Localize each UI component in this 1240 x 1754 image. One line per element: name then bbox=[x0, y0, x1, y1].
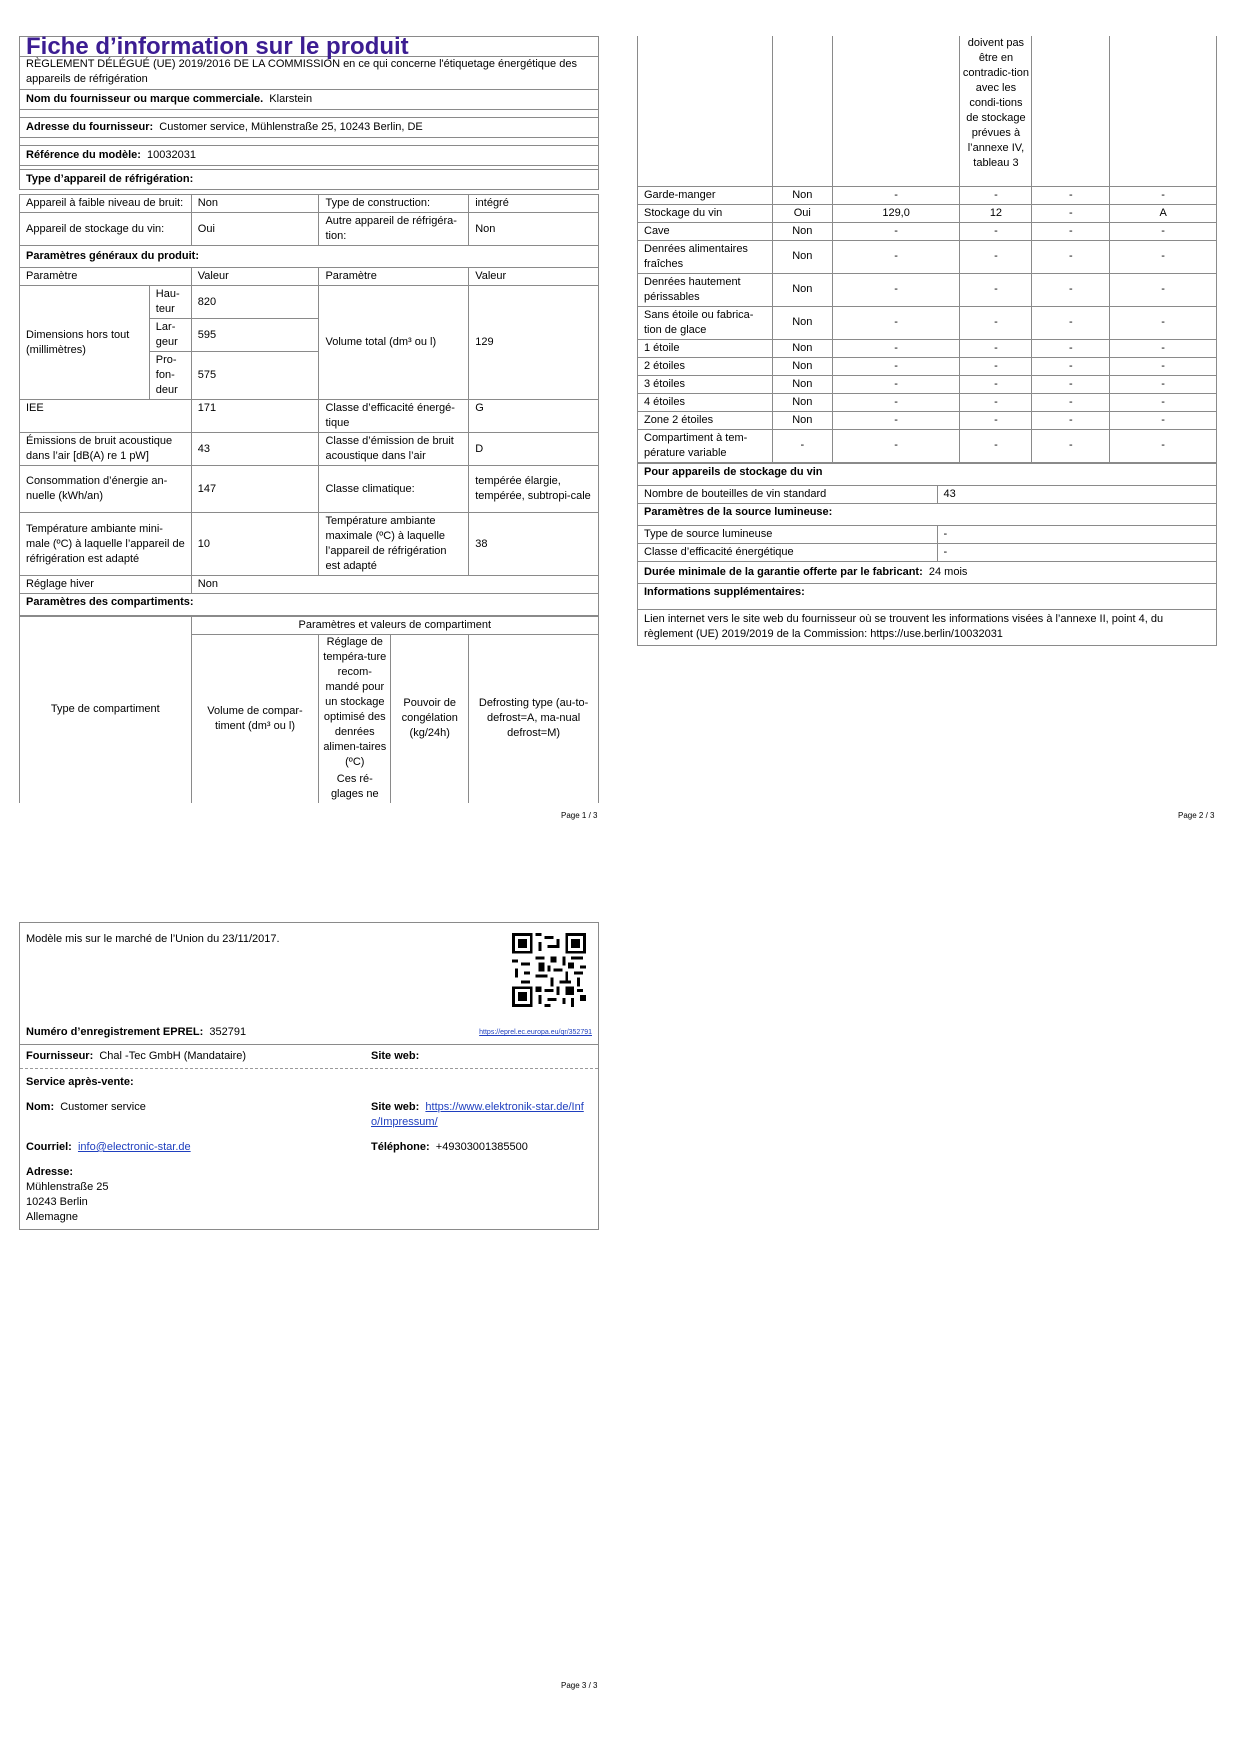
compartment-present: Non bbox=[772, 357, 832, 375]
compartment-defrost: - bbox=[1110, 186, 1217, 204]
compartment-name: Compartiment à tem-pérature variable bbox=[638, 429, 773, 462]
compartment-row bbox=[638, 393, 1217, 411]
wine-header: Pour appareils de stockage du vin bbox=[638, 463, 1217, 485]
compartment-temp: 12 bbox=[960, 204, 1032, 222]
compartment-name: 1 étoile bbox=[638, 339, 773, 357]
bottles-value: 43 bbox=[937, 485, 1216, 503]
service-header-row bbox=[20, 1069, 598, 1094]
compartment-freeze: - bbox=[1032, 186, 1110, 204]
compartment-volume: - bbox=[832, 375, 960, 393]
service-header: Service après-vente: bbox=[26, 1076, 134, 1088]
volume-label: Volume total (dm³ ou l) bbox=[319, 286, 469, 400]
compartment-present: Non bbox=[772, 273, 832, 306]
iee-label: IEE bbox=[20, 400, 192, 433]
p3-addr-line-1: Mühlenstraße 25 bbox=[26, 1181, 109, 1193]
compartment-present: Non bbox=[772, 306, 832, 339]
eprel-row bbox=[20, 1021, 598, 1045]
wine-table bbox=[637, 463, 1217, 646]
mail-row bbox=[20, 1134, 598, 1159]
page-number-1: Page 1 / 3 bbox=[561, 811, 598, 820]
compartment-freeze: - bbox=[1032, 306, 1110, 339]
market-row bbox=[20, 923, 598, 1021]
dims-label: Dimensions hors tout (millimètres) bbox=[20, 286, 150, 400]
p3-mail-label: Courriel: bbox=[26, 1141, 72, 1153]
tmax-label: Température ambiante maximale (ºC) à laquelle l’appareil de réfrigération est adapté bbox=[319, 513, 469, 576]
col-value-2: Valeur bbox=[469, 268, 599, 286]
service-name-row bbox=[20, 1094, 598, 1134]
compartment-temp: - bbox=[960, 273, 1032, 306]
comp-type-header: Type de compartiment bbox=[20, 617, 192, 803]
compartment-row bbox=[638, 375, 1217, 393]
p3-phone-label: Téléphone: bbox=[371, 1141, 430, 1153]
compartment-volume: - bbox=[832, 393, 960, 411]
p3-site2-link[interactable]: https://www.elektronik-star.de/Info/Impressum/ bbox=[371, 1101, 584, 1128]
compartment-name: Garde-manger bbox=[638, 186, 773, 204]
climate-label: Classe climatique: bbox=[319, 466, 469, 513]
p3-addr-line-3: Allemagne bbox=[26, 1211, 78, 1223]
compartment-volume: - bbox=[832, 240, 960, 273]
comp-temp-note-cont: doivent pas être en contradic-tion avec les condi-tions de stockage prévues à l’annexe IV, tableau 3 bbox=[960, 36, 1032, 186]
compartment-volume: - bbox=[832, 411, 960, 429]
compartment-defrost: - bbox=[1110, 429, 1217, 462]
compartment-header-table bbox=[19, 616, 599, 803]
compartment-defrost: - bbox=[1110, 411, 1217, 429]
eprel-value: 352791 bbox=[209, 1026, 247, 1038]
page-2 bbox=[637, 36, 1217, 646]
compartment-present: Non bbox=[772, 240, 832, 273]
noise-class-value: D bbox=[469, 433, 599, 466]
compartment-row bbox=[638, 411, 1217, 429]
compartment-name: Cave bbox=[638, 222, 773, 240]
compartment-name: 3 étoiles bbox=[638, 375, 773, 393]
page-title: Fiche d’information sur le produit bbox=[20, 37, 598, 57]
tmax-value: 38 bbox=[469, 513, 599, 576]
qr-code-icon bbox=[512, 933, 586, 1007]
compartment-volume: - bbox=[832, 429, 960, 462]
compartment-temp: - bbox=[960, 339, 1032, 357]
supplier-row-3 bbox=[20, 1045, 598, 1069]
compartment-temp: - bbox=[960, 375, 1032, 393]
width-label: Lar-geur bbox=[149, 319, 191, 352]
compartment-volume: - bbox=[832, 222, 960, 240]
compartment-row bbox=[638, 339, 1217, 357]
construction-value: intégré bbox=[469, 195, 599, 213]
volume-value: 129 bbox=[469, 286, 599, 400]
model-value: 10032031 bbox=[147, 149, 196, 161]
compartment-volume: - bbox=[832, 306, 960, 339]
warranty-row bbox=[638, 561, 1217, 583]
comp-temp-header bbox=[319, 635, 391, 803]
p3-site-label: Site web: bbox=[371, 1050, 420, 1062]
compartment-defrost: - bbox=[1110, 273, 1217, 306]
compartment-name: Denrées alimentaires fraîches bbox=[638, 240, 773, 273]
compartment-defrost: A bbox=[1110, 204, 1217, 222]
page-number-2: Page 2 / 3 bbox=[1178, 811, 1215, 820]
compartment-freeze: - bbox=[1032, 339, 1110, 357]
compartment-present: Non bbox=[772, 339, 832, 357]
compartment-name: Sans étoile ou fabrica-tion de glace bbox=[638, 306, 773, 339]
construction-label: Type de construction: bbox=[319, 195, 469, 213]
p3-name-label: Nom: bbox=[26, 1101, 55, 1113]
compartment-present: Non bbox=[772, 222, 832, 240]
address-value: Customer service, Mühlenstraße 25, 10243 Berlin, DE bbox=[159, 121, 423, 133]
compartment-temp: - bbox=[960, 186, 1032, 204]
info-header: Informations supplémentaires: bbox=[638, 583, 1217, 609]
compartment-temp: - bbox=[960, 306, 1032, 339]
tmin-value: 10 bbox=[191, 513, 319, 576]
p3-supplier-label: Fournisseur: bbox=[26, 1050, 94, 1062]
compartment-row bbox=[638, 306, 1217, 339]
market-text: Modèle mis sur le marché de l’Union du 23/11/2017. bbox=[26, 933, 280, 945]
compartment-volume: - bbox=[832, 273, 960, 306]
compartment-defrost: - bbox=[1110, 393, 1217, 411]
model-row bbox=[20, 145, 598, 166]
compartment-temp: - bbox=[960, 240, 1032, 273]
comp-freeze-header: Pouvoir de congélation (kg/24h) bbox=[391, 635, 469, 803]
compartment-name: Denrées hautement périssables bbox=[638, 273, 773, 306]
p3-phone-value: +49303001385500 bbox=[435, 1141, 528, 1153]
compartment-freeze: - bbox=[1032, 357, 1110, 375]
iee-value: 171 bbox=[191, 400, 319, 433]
compartment-freeze: - bbox=[1032, 204, 1110, 222]
p3-addr-line-2: 10243 Berlin bbox=[26, 1196, 88, 1208]
compartment-volume: - bbox=[832, 186, 960, 204]
compartment-name: Stockage du vin bbox=[638, 204, 773, 222]
climate-value: tempérée élargie, tempérée, subtropi-cale bbox=[469, 466, 599, 513]
compartment-name: 2 étoiles bbox=[638, 357, 773, 375]
compartment-present: Non bbox=[772, 393, 832, 411]
p3-name-value: Customer service bbox=[60, 1101, 146, 1113]
col-param-2: Paramètre bbox=[319, 268, 469, 286]
compartment-temp: - bbox=[960, 411, 1032, 429]
p3-supplier-value: Chal -Tec GmbH (Mandataire) bbox=[99, 1050, 247, 1062]
compartment-freeze: - bbox=[1032, 222, 1110, 240]
light-header: Paramètres de la source lumineuse: bbox=[638, 503, 1217, 525]
compartment-defrost: - bbox=[1110, 357, 1217, 375]
compartment-defrost: - bbox=[1110, 306, 1217, 339]
compartment-temp: - bbox=[960, 393, 1032, 411]
p3-mail-link[interactable]: info@electronic-star.de bbox=[77, 1141, 191, 1153]
type-header: Type d’appareil de réfrigération: bbox=[20, 169, 598, 190]
compartment-temp: - bbox=[960, 357, 1032, 375]
compartment-volume: - bbox=[832, 339, 960, 357]
compartment-present: Non bbox=[772, 186, 832, 204]
compartment-defrost: - bbox=[1110, 339, 1217, 357]
comp-values-header: Paramètres et valeurs de compartiment bbox=[191, 617, 598, 635]
col-param-1: Paramètre bbox=[20, 268, 192, 286]
compartment-name: 4 étoiles bbox=[638, 393, 773, 411]
light-class-value: - bbox=[937, 543, 1216, 561]
comp-temp-note: Ces ré-glages ne bbox=[330, 773, 379, 800]
light-type-value: - bbox=[937, 525, 1216, 543]
address-label: Adresse du fournisseur: bbox=[26, 121, 154, 133]
address-row bbox=[20, 117, 598, 138]
light-class-label: Classe d’efficacité énergétique bbox=[638, 543, 938, 561]
compartment-temp: - bbox=[960, 429, 1032, 462]
noise-label: Émissions de bruit acoustique dans l’air [dB(A) re 1 pW] bbox=[20, 433, 192, 466]
compartment-defrost: - bbox=[1110, 240, 1217, 273]
low-noise-label: Appareil à faible niveau de bruit: bbox=[20, 195, 192, 213]
eprel-label: Numéro d’enregistrement EPREL: bbox=[26, 1026, 204, 1038]
height-label: Hau-teur bbox=[149, 286, 191, 319]
compartment-volume: 129,0 bbox=[832, 204, 960, 222]
comp-defrost-header: Defrosting type (au-to-defrost=A, ma-nual defrost=M) bbox=[469, 635, 599, 803]
eff-label: Classe d’efficacité énergé-tique bbox=[319, 400, 469, 433]
low-noise-value: Non bbox=[191, 195, 319, 213]
compartment-present: - bbox=[772, 429, 832, 462]
wine-value: Oui bbox=[191, 213, 319, 246]
compartment-present: Non bbox=[772, 411, 832, 429]
compartment-temp: - bbox=[960, 222, 1032, 240]
model-label: Référence du modèle: bbox=[26, 149, 141, 161]
compartment-row bbox=[638, 222, 1217, 240]
compartment-row bbox=[638, 273, 1217, 306]
regulation-text: RÈGLEMENT DÉLÉGUÉ (UE) 2019/2016 DE LA COMMISSION en ce qui concerne l'étiquetage énergétique des appareils de réfrigération bbox=[20, 57, 598, 90]
compartment-row bbox=[638, 240, 1217, 273]
comp-temp-text: Réglage de tempéra-ture recom-mandé pour un stockage optimisé des denrées alimen-taires (ºC) bbox=[323, 636, 387, 768]
page-3 bbox=[19, 922, 599, 1230]
consumption-value: 147 bbox=[191, 466, 319, 513]
light-type-label: Type de source lumineuse bbox=[638, 525, 938, 543]
compartment-row bbox=[638, 429, 1217, 462]
noise-class-label: Classe d’émission de bruit acoustique dans l’air bbox=[319, 433, 469, 466]
compartment-freeze: - bbox=[1032, 240, 1110, 273]
compartment-name: Zone 2 étoiles bbox=[638, 411, 773, 429]
compartment-present: Oui bbox=[772, 204, 832, 222]
height-value: 820 bbox=[191, 286, 319, 319]
page-1 bbox=[19, 33, 599, 803]
winter-value: Non bbox=[191, 576, 598, 594]
general-header: Paramètres généraux du produit: bbox=[20, 246, 599, 268]
compartment-present: Non bbox=[772, 375, 832, 393]
compartment-row bbox=[638, 357, 1217, 375]
eprel-link[interactable]: https://eprel.ec.europa.eu/qr/352791 bbox=[479, 1029, 592, 1036]
supplier-label: Nom du fournisseur ou marque commerciale. bbox=[26, 93, 264, 105]
info-text: Lien internet vers le site web du fournisseur où se trouvent les informations visées à l’annexe II, point 4, du règlement (UE) 2019/2019 de la Commission: https://use.berlin/10032031 bbox=[638, 609, 1217, 645]
depth-label: Pro-fon-deur bbox=[149, 352, 191, 400]
page-number-3: Page 3 / 3 bbox=[561, 1681, 598, 1690]
comp-header: Paramètres des compartiments: bbox=[20, 594, 599, 616]
compartment-table bbox=[637, 36, 1217, 463]
p3-addr-label: Adresse: bbox=[26, 1166, 74, 1178]
supplier-row bbox=[20, 90, 598, 110]
supplier-value: Klarstein bbox=[269, 93, 313, 105]
p3-site2-label: Site web: bbox=[371, 1101, 420, 1113]
eff-value: G bbox=[469, 400, 599, 433]
width-value: 595 bbox=[191, 319, 319, 352]
compartment-freeze: - bbox=[1032, 273, 1110, 306]
comp-volume-header: Volume de compar-timent (dm³ ou l) bbox=[191, 635, 319, 803]
compartment-freeze: - bbox=[1032, 411, 1110, 429]
consumption-label: Consommation d’énergie an-nuelle (kWh/an) bbox=[20, 466, 192, 513]
compartment-row bbox=[638, 186, 1217, 204]
tmin-label: Température ambiante mini-male (ºC) à laquelle l’appareil de réfrigération est adapté bbox=[20, 513, 192, 576]
winter-label: Réglage hiver bbox=[20, 576, 192, 594]
depth-value: 575 bbox=[191, 352, 319, 400]
warranty-label: Durée minimale de la garantie offerte par le fabricant: bbox=[644, 565, 923, 578]
noise-value: 43 bbox=[191, 433, 319, 466]
address-block bbox=[20, 1159, 598, 1229]
compartment-volume: - bbox=[832, 357, 960, 375]
compartment-freeze: - bbox=[1032, 375, 1110, 393]
other-value: Non bbox=[469, 213, 599, 246]
warranty-value: 24 mois bbox=[928, 565, 968, 578]
compartment-freeze: - bbox=[1032, 429, 1110, 462]
compartment-defrost: - bbox=[1110, 375, 1217, 393]
bottles-label: Nombre de bouteilles de vin standard bbox=[638, 485, 938, 503]
compartment-row bbox=[638, 204, 1217, 222]
wine-label: Appareil de stockage du vin: bbox=[20, 213, 192, 246]
col-value-1: Valeur bbox=[191, 268, 319, 286]
general-table bbox=[19, 194, 599, 616]
compartment-defrost: - bbox=[1110, 222, 1217, 240]
compartment-freeze: - bbox=[1032, 393, 1110, 411]
other-label: Autre appareil de réfrigéra-tion: bbox=[319, 213, 469, 246]
